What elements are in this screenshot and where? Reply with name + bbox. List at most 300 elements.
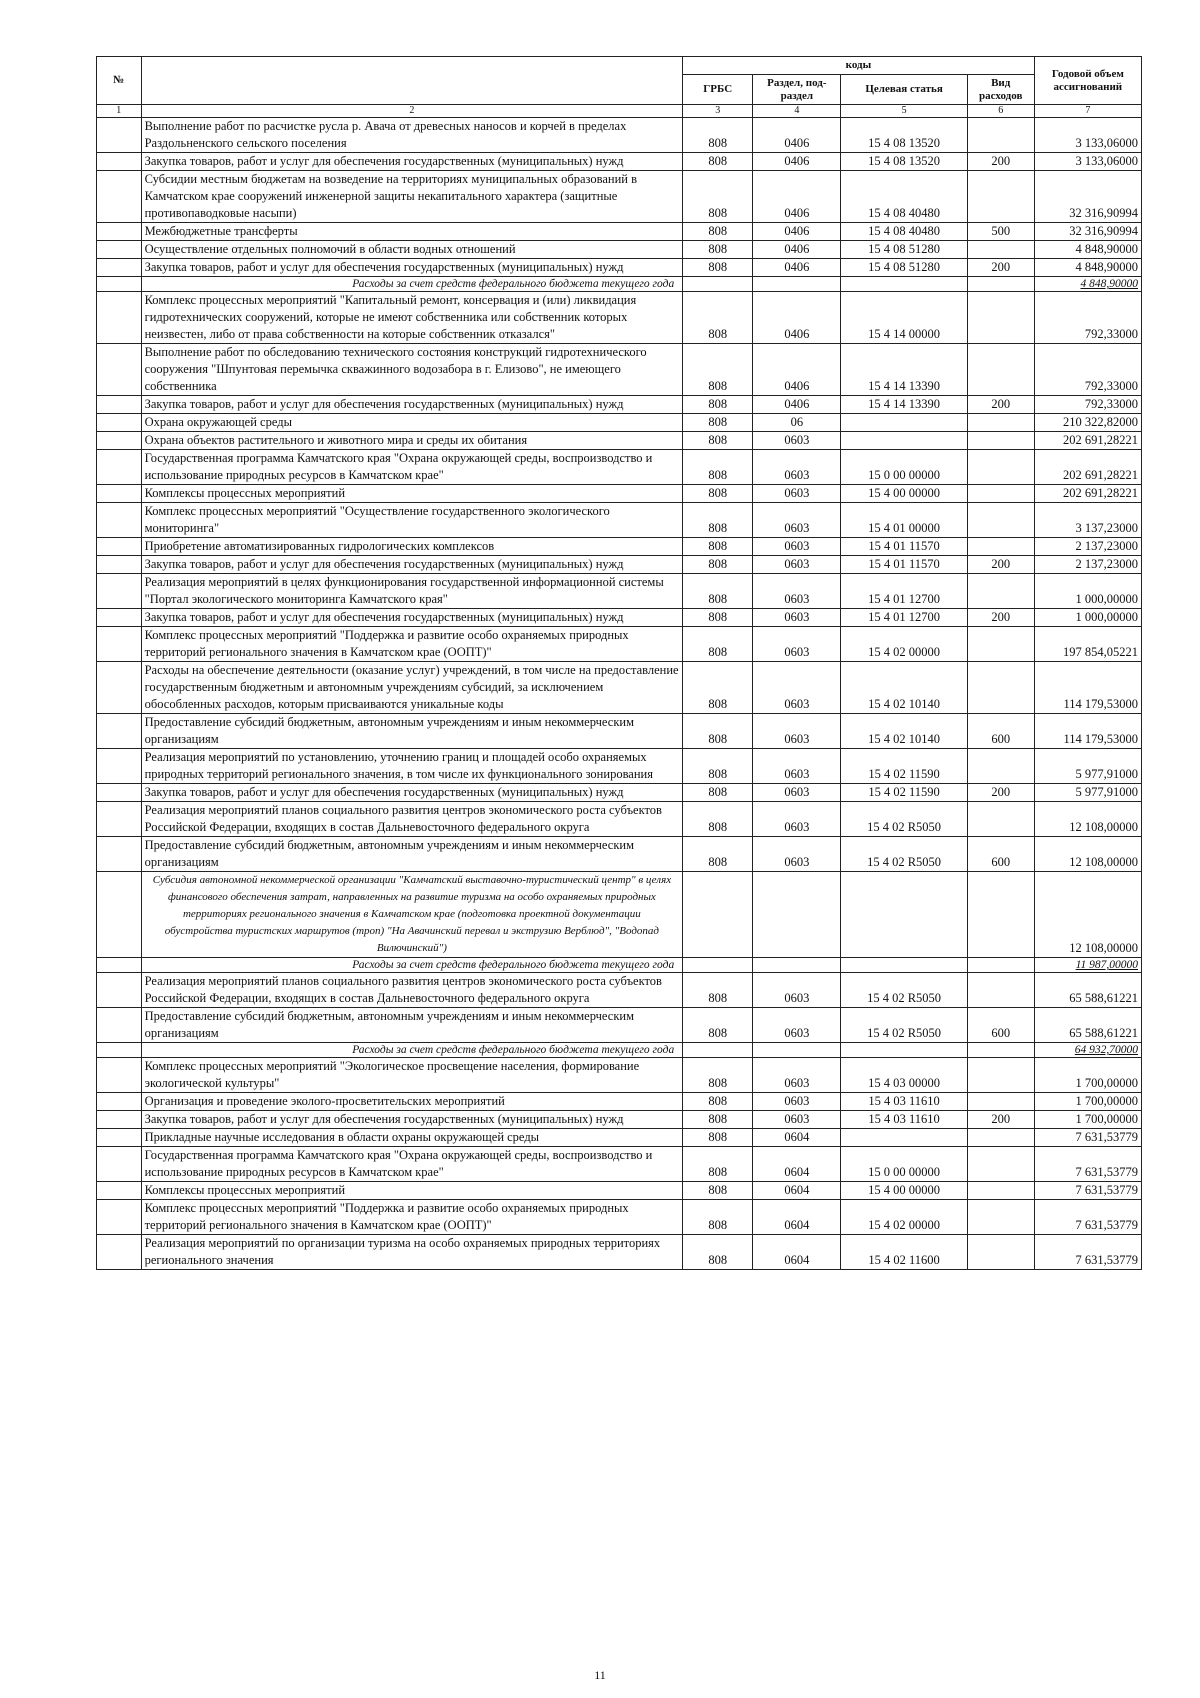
amount-cell: 792,33000: [1034, 344, 1141, 396]
razdel-cell: 0603: [753, 485, 841, 503]
amount-cell: 11 987,00000: [1034, 958, 1141, 973]
celevaya-cell: 15 4 02 10140: [841, 662, 967, 714]
grbs-cell: 808: [683, 609, 753, 627]
row-name-cell: Закупка товаров, работ и услуг для обеспечения государственных (муниципальных) нужд: [141, 153, 683, 171]
grbs-cell: 808: [683, 556, 753, 574]
row-name-cell: Комплекс процессных мероприятий "Поддержка и развитие особо охраняемых природных территорий регионального значения в Камчатском крае (ООПТ)": [141, 1200, 683, 1235]
row-name-cell: Расходы на обеспечение деятельности (оказание услуг) учреждений, в том числе на предоставление государственным бюджетным и автономным учреждениям субсидий, за исключением обособленных расходов, которым присваиваются уникальные коды: [141, 662, 683, 714]
row-name-cell: Комплекс процессных мероприятий "Поддержка и развитие особо охраняемых природных территорий регионального значения в Камчатском крае (ООПТ)": [141, 627, 683, 662]
table-row: [97, 432, 1142, 450]
amount-cell: 792,33000: [1034, 396, 1141, 414]
row-name-cell: Комплекс процессных мероприятий "Экологическое просвещение населения, формирование экологической культуры": [141, 1058, 683, 1093]
amount-cell: 7 631,53779: [1034, 1182, 1141, 1200]
grbs-cell: 808: [683, 1008, 753, 1043]
celevaya-cell: [841, 432, 967, 450]
grbs-cell: 808: [683, 153, 753, 171]
amount-cell: 65 588,61221: [1034, 1008, 1141, 1043]
celevaya-cell: 15 4 02 R5050: [841, 837, 967, 872]
table-row: [97, 223, 1142, 241]
col-index: 7: [1034, 105, 1141, 118]
row-name-cell: Комплексы процессных мероприятий: [141, 1182, 683, 1200]
amount-cell: 7 631,53779: [1034, 1235, 1141, 1270]
amount-cell: 7 631,53779: [1034, 1129, 1141, 1147]
razdel-cell: [753, 872, 841, 958]
grbs-cell: 808: [683, 1129, 753, 1147]
row-number-cell: [97, 1129, 142, 1147]
col-index: 1: [97, 105, 142, 118]
celevaya-cell: [841, 277, 967, 292]
table-row: [97, 837, 1142, 872]
table-row: [97, 1235, 1142, 1270]
row-number-cell: [97, 292, 142, 344]
header-grbs: ГРБС: [683, 75, 753, 105]
row-name-cell: Комплекс процессных мероприятий "Осуществление государственного экологического мониторинга": [141, 503, 683, 538]
grbs-cell: 808: [683, 837, 753, 872]
header-celevaya: Целевая статья: [841, 75, 967, 105]
celevaya-cell: 15 0 00 00000: [841, 450, 967, 485]
vid-cell: 200: [967, 556, 1034, 574]
grbs-cell: 808: [683, 749, 753, 784]
razdel-cell: 0603: [753, 784, 841, 802]
grbs-cell: 808: [683, 714, 753, 749]
row-name-cell: Охрана окружающей среды: [141, 414, 683, 432]
vid-cell: [967, 432, 1034, 450]
vid-cell: [967, 450, 1034, 485]
table-row: [97, 485, 1142, 503]
grbs-cell: 808: [683, 627, 753, 662]
vid-cell: [967, 1129, 1034, 1147]
grbs-cell: 808: [683, 396, 753, 414]
row-number-cell: [97, 1111, 142, 1129]
budget-table: [96, 56, 1142, 1270]
vid-cell: [967, 973, 1034, 1008]
table-row: [97, 118, 1142, 153]
row-name-cell: Охрана объектов растительного и животного мира и среды их обитания: [141, 432, 683, 450]
razdel-cell: 0603: [753, 432, 841, 450]
funding-note-row: [97, 958, 1142, 973]
razdel-cell: 0603: [753, 802, 841, 837]
vid-cell: [967, 118, 1034, 153]
row-name-cell: Закупка товаров, работ и услуг для обеспечения государственных (муниципальных) нужд: [141, 556, 683, 574]
amount-cell: 5 977,91000: [1034, 784, 1141, 802]
grbs-cell: 808: [683, 973, 753, 1008]
table-row: [97, 241, 1142, 259]
row-name-cell: Государственная программа Камчатского края "Охрана окружающей среды, воспроизводство и использование природных ресурсов в Камчатском крае": [141, 1147, 683, 1182]
razdel-cell: 0406: [753, 241, 841, 259]
grbs-cell: 808: [683, 1182, 753, 1200]
row-number-cell: [97, 802, 142, 837]
row-name-cell: Реализация мероприятий в целях функционирования государственной информационной системы "Портал экологического мониторинга Камчатского края": [141, 574, 683, 609]
celevaya-cell: 15 4 00 00000: [841, 1182, 967, 1200]
amount-cell: 32 316,90994: [1034, 171, 1141, 223]
row-name-cell: Закупка товаров, работ и услуг для обеспечения государственных (муниципальных) нужд: [141, 259, 683, 277]
vid-cell: 200: [967, 784, 1034, 802]
vid-cell: [967, 538, 1034, 556]
row-number-cell: [97, 609, 142, 627]
table-body: [97, 118, 1142, 1270]
vid-cell: [967, 1200, 1034, 1235]
table-row: [97, 1008, 1142, 1043]
row-number-cell: [97, 153, 142, 171]
row-number-cell: [97, 450, 142, 485]
celevaya-cell: 15 4 08 13520: [841, 153, 967, 171]
celevaya-cell: [841, 1129, 967, 1147]
row-number-cell: [97, 241, 142, 259]
celevaya-cell: [841, 1043, 967, 1058]
celevaya-cell: 15 4 03 00000: [841, 1058, 967, 1093]
razdel-cell: 0603: [753, 556, 841, 574]
amount-cell: 3 133,06000: [1034, 153, 1141, 171]
razdel-cell: 0406: [753, 171, 841, 223]
celevaya-cell: [841, 414, 967, 432]
grbs-cell: 808: [683, 450, 753, 485]
row-number-cell: [97, 627, 142, 662]
celevaya-cell: 15 4 02 10140: [841, 714, 967, 749]
celevaya-cell: 15 4 14 00000: [841, 292, 967, 344]
header-name: [141, 57, 683, 105]
row-name-cell: Предоставление субсидий бюджетным, автономным учреждениям и иным некоммерческим организациям: [141, 1008, 683, 1043]
celevaya-cell: 15 4 02 R5050: [841, 802, 967, 837]
grbs-cell: 808: [683, 171, 753, 223]
header-num: №: [97, 57, 142, 105]
page-number: 11: [594, 1668, 606, 1682]
amount-cell: 12 108,00000: [1034, 872, 1141, 958]
celevaya-cell: 15 4 01 12700: [841, 574, 967, 609]
table-row: [97, 396, 1142, 414]
razdel-cell: 0603: [753, 1093, 841, 1111]
amount-cell: 12 108,00000: [1034, 837, 1141, 872]
grbs-cell: 808: [683, 1093, 753, 1111]
table-header: [97, 57, 1142, 118]
table-row: [97, 171, 1142, 223]
vid-cell: [967, 1182, 1034, 1200]
vid-cell: [967, 344, 1034, 396]
row-number-cell: [97, 784, 142, 802]
razdel-cell: 0603: [753, 450, 841, 485]
table-row: [97, 1147, 1142, 1182]
razdel-cell: [753, 1043, 841, 1058]
row-name-cell: Расходы за счет средств федерального бюджета текущего года: [141, 1043, 683, 1058]
grbs-cell: 808: [683, 802, 753, 837]
row-number-cell: [97, 344, 142, 396]
vid-cell: 200: [967, 609, 1034, 627]
vid-cell: [967, 662, 1034, 714]
grbs-cell: 808: [683, 223, 753, 241]
celevaya-cell: 15 4 08 40480: [841, 171, 967, 223]
celevaya-cell: 15 4 14 13390: [841, 344, 967, 396]
row-name-cell: Закупка товаров, работ и услуг для обеспечения государственных (муниципальных) нужд: [141, 1111, 683, 1129]
amount-cell: 65 588,61221: [1034, 973, 1141, 1008]
col-index: 4: [753, 105, 841, 118]
celevaya-cell: 15 4 08 51280: [841, 241, 967, 259]
table-row: [97, 784, 1142, 802]
razdel-cell: 0604: [753, 1147, 841, 1182]
razdel-cell: 0406: [753, 259, 841, 277]
amount-cell: 1 000,00000: [1034, 574, 1141, 609]
row-number-cell: [97, 1058, 142, 1093]
amount-cell: 4 848,90000: [1034, 241, 1141, 259]
grbs-cell: [683, 872, 753, 958]
table-row: [97, 662, 1142, 714]
row-name-cell: Выполнение работ по обследованию технического состояния конструкций гидротехнического сооружения "Шпунтовая перемычка скважинного водозабора в г. Елизово", не имеющего собственника: [141, 344, 683, 396]
razdel-cell: 0603: [753, 1058, 841, 1093]
col-index: 5: [841, 105, 967, 118]
row-number-cell: [97, 958, 142, 973]
row-name-cell: Реализация мероприятий по установлению, уточнению границ и площадей особо охраняемых природных территорий регионального значения, в том числе их функционального зонирования: [141, 749, 683, 784]
grbs-cell: 808: [683, 1147, 753, 1182]
table-row: [97, 609, 1142, 627]
vid-cell: 600: [967, 714, 1034, 749]
grbs-cell: 808: [683, 292, 753, 344]
celevaya-cell: 15 4 01 11570: [841, 538, 967, 556]
amount-cell: 2 137,23000: [1034, 538, 1141, 556]
header-annual-volume: Годовой объем ассигнований: [1034, 57, 1141, 105]
celevaya-cell: 15 4 02 11600: [841, 1235, 967, 1270]
amount-cell: 197 854,05221: [1034, 627, 1141, 662]
row-name-cell: Закупка товаров, работ и услуг для обеспечения государственных (муниципальных) нужд: [141, 396, 683, 414]
vid-cell: [967, 1093, 1034, 1111]
vid-cell: 200: [967, 153, 1034, 171]
table-row: [97, 973, 1142, 1008]
razdel-cell: 0603: [753, 749, 841, 784]
grbs-cell: 808: [683, 241, 753, 259]
row-name-cell: Приобретение автоматизированных гидрологических комплексов: [141, 538, 683, 556]
razdel-cell: 0406: [753, 396, 841, 414]
razdel-cell: 0603: [753, 1008, 841, 1043]
grbs-cell: 808: [683, 1235, 753, 1270]
vid-cell: [967, 574, 1034, 609]
celevaya-cell: 15 4 14 13390: [841, 396, 967, 414]
amount-cell: 7 631,53779: [1034, 1200, 1141, 1235]
table-row: [97, 574, 1142, 609]
grbs-cell: 808: [683, 259, 753, 277]
row-name-cell: Субсидия автономной некоммерческой организации "Камчатский выставочно-туристический центр" в целях финансового обеспечения затрат, направленных на развитие туризма на особо охраняемых природных территориях регионального значения в Камчатском крае (подготовка проектной документации обустройства туристских маршрутов (троп) "На Авачинский перевал и экструзию Верблюд", "Водопад Вилючинский"): [141, 872, 683, 958]
grbs-cell: 808: [683, 784, 753, 802]
grbs-cell: 808: [683, 344, 753, 396]
row-name-cell: Предоставление субсидий бюджетным, автономным учреждениям и иным некоммерческим организациям: [141, 837, 683, 872]
row-name-cell: Комплексы процессных мероприятий: [141, 485, 683, 503]
row-number-cell: [97, 837, 142, 872]
row-number-cell: [97, 485, 142, 503]
amount-cell: 210 322,82000: [1034, 414, 1141, 432]
row-number-cell: [97, 1147, 142, 1182]
row-name-cell: Расходы за счет средств федерального бюджета текущего года: [141, 277, 683, 292]
celevaya-cell: 15 4 02 R5050: [841, 973, 967, 1008]
razdel-cell: 0603: [753, 627, 841, 662]
razdel-cell: 0603: [753, 609, 841, 627]
row-name-cell: Закупка товаров, работ и услуг для обеспечения государственных (муниципальных) нужд: [141, 609, 683, 627]
celevaya-cell: 15 4 01 11570: [841, 556, 967, 574]
celevaya-cell: 15 4 02 00000: [841, 1200, 967, 1235]
amount-cell: 3 133,06000: [1034, 118, 1141, 153]
celevaya-cell: 15 4 02 11590: [841, 749, 967, 784]
table-row: [97, 259, 1142, 277]
amount-cell: 3 137,23000: [1034, 503, 1141, 538]
row-name-cell: Выполнение работ по расчистке русла р. Авача от древесных наносов и корчей в пределах Раздольненского сельского поселения: [141, 118, 683, 153]
row-number-cell: [97, 414, 142, 432]
row-name-cell: Межбюджетные трансферты: [141, 223, 683, 241]
vid-cell: [967, 485, 1034, 503]
amount-cell: 202 691,28221: [1034, 450, 1141, 485]
grbs-cell: 808: [683, 503, 753, 538]
vid-cell: [967, 1235, 1034, 1270]
amount-cell: 202 691,28221: [1034, 485, 1141, 503]
row-name-cell: Предоставление субсидий бюджетным, автономным учреждениям и иным некоммерческим организациям: [141, 714, 683, 749]
celevaya-cell: 15 4 08 40480: [841, 223, 967, 241]
row-name-cell: Реализация мероприятий планов социального развития центров экономического роста субъектов Российской Федерации, входящих в состав Дальневосточного федерального округа: [141, 802, 683, 837]
grbs-cell: [683, 1043, 753, 1058]
amount-cell: 5 977,91000: [1034, 749, 1141, 784]
col-index: 6: [967, 105, 1034, 118]
col-index: 2: [141, 105, 683, 118]
row-number-cell: [97, 1200, 142, 1235]
row-number-cell: [97, 662, 142, 714]
razdel-cell: 0603: [753, 973, 841, 1008]
razdel-cell: 0604: [753, 1200, 841, 1235]
amount-cell: 114 179,53000: [1034, 662, 1141, 714]
table-row: [97, 538, 1142, 556]
vid-cell: 500: [967, 223, 1034, 241]
vid-cell: 600: [967, 1008, 1034, 1043]
amount-cell: 32 316,90994: [1034, 223, 1141, 241]
celevaya-cell: [841, 958, 967, 973]
row-name-cell: Осуществление отдельных полномочий в области водных отношений: [141, 241, 683, 259]
table-row: [97, 1182, 1142, 1200]
table-row: [97, 714, 1142, 749]
vid-cell: [967, 414, 1034, 432]
amount-cell: 1 000,00000: [1034, 609, 1141, 627]
table-row: [97, 802, 1142, 837]
grbs-cell: 808: [683, 1058, 753, 1093]
celevaya-cell: [841, 872, 967, 958]
table-row: [97, 749, 1142, 784]
table-row: [97, 503, 1142, 538]
grbs-cell: 808: [683, 538, 753, 556]
row-number-cell: [97, 396, 142, 414]
row-number-cell: [97, 538, 142, 556]
table-row: [97, 414, 1142, 432]
razdel-cell: 0406: [753, 223, 841, 241]
amount-cell: 792,33000: [1034, 292, 1141, 344]
row-number-cell: [97, 503, 142, 538]
funding-note-row: [97, 1043, 1142, 1058]
row-name-cell: Организация и проведение эколого-просветительских мероприятий: [141, 1093, 683, 1111]
vid-cell: 600: [967, 837, 1034, 872]
razdel-cell: [753, 277, 841, 292]
razdel-cell: 0603: [753, 574, 841, 609]
row-number-cell: [97, 1182, 142, 1200]
amount-cell: 12 108,00000: [1034, 802, 1141, 837]
razdel-cell: 0604: [753, 1129, 841, 1147]
amount-cell: 4 848,90000: [1034, 259, 1141, 277]
razdel-cell: 0603: [753, 538, 841, 556]
header-vid: Вид расходов: [967, 75, 1034, 105]
grbs-cell: 808: [683, 414, 753, 432]
vid-cell: [967, 241, 1034, 259]
row-name-cell: Реализация мероприятий по организации туризма на особо охраняемых природных территориях регионального значения: [141, 1235, 683, 1270]
celevaya-cell: 15 4 01 12700: [841, 609, 967, 627]
vid-cell: [967, 171, 1034, 223]
grbs-cell: 808: [683, 485, 753, 503]
table-row: [97, 556, 1142, 574]
grbs-cell: 808: [683, 432, 753, 450]
celevaya-cell: 15 4 00 00000: [841, 485, 967, 503]
vid-cell: 200: [967, 396, 1034, 414]
row-number-cell: [97, 749, 142, 784]
razdel-cell: 06: [753, 414, 841, 432]
amount-cell: 114 179,53000: [1034, 714, 1141, 749]
row-name-cell: Комплекс процессных мероприятий "Капитальный ремонт, консервация и (или) ликвидация гидротехнических сооружений, которые не имеют собственника или собственник которых неизвестен, либо от права собственности на которые собственник отказался": [141, 292, 683, 344]
table-row: [97, 1200, 1142, 1235]
grbs-cell: 808: [683, 662, 753, 714]
amount-cell: 1 700,00000: [1034, 1111, 1141, 1129]
row-number-cell: [97, 171, 142, 223]
vid-cell: [967, 503, 1034, 538]
celevaya-cell: 15 4 02 R5050: [841, 1008, 967, 1043]
vid-cell: [967, 1043, 1034, 1058]
celevaya-cell: 15 0 00 00000: [841, 1147, 967, 1182]
celevaya-cell: 15 4 02 11590: [841, 784, 967, 802]
vid-cell: 200: [967, 259, 1034, 277]
table-row: [97, 1093, 1142, 1111]
vid-cell: [967, 292, 1034, 344]
vid-cell: [967, 749, 1034, 784]
header-razdel: Раздел, под-раздел: [753, 75, 841, 105]
row-number-cell: [97, 223, 142, 241]
vid-cell: [967, 872, 1034, 958]
row-number-cell: [97, 872, 142, 958]
razdel-cell: 0406: [753, 292, 841, 344]
vid-cell: [967, 277, 1034, 292]
amount-cell: 1 700,00000: [1034, 1058, 1141, 1093]
celevaya-cell: 15 4 03 11610: [841, 1111, 967, 1129]
amount-cell: 7 631,53779: [1034, 1147, 1141, 1182]
header-codes: коды: [683, 57, 1035, 75]
row-name-cell: Государственная программа Камчатского края "Охрана окружающей среды, воспроизводство и использование природных ресурсов в Камчатском крае": [141, 450, 683, 485]
vid-cell: [967, 802, 1034, 837]
grbs-cell: 808: [683, 118, 753, 153]
subsidy-note-row: [97, 872, 1142, 958]
table-row: [97, 1111, 1142, 1129]
razdel-cell: 0603: [753, 503, 841, 538]
row-number-cell: [97, 1008, 142, 1043]
row-number-cell: [97, 556, 142, 574]
column-index-row: [97, 105, 1142, 118]
razdel-cell: 0406: [753, 344, 841, 396]
row-number-cell: [97, 714, 142, 749]
celevaya-cell: 15 4 02 00000: [841, 627, 967, 662]
row-number-cell: [97, 118, 142, 153]
table-row: [97, 292, 1142, 344]
razdel-cell: [753, 958, 841, 973]
row-number-cell: [97, 973, 142, 1008]
razdel-cell: 0604: [753, 1235, 841, 1270]
vid-cell: [967, 627, 1034, 662]
col-index: 3: [683, 105, 753, 118]
razdel-cell: 0603: [753, 662, 841, 714]
table-row: [97, 344, 1142, 396]
amount-cell: 4 848,90000: [1034, 277, 1141, 292]
celevaya-cell: 15 4 01 00000: [841, 503, 967, 538]
grbs-cell: [683, 277, 753, 292]
row-number-cell: [97, 259, 142, 277]
row-name-cell: Субсидии местным бюджетам на возведение на территориях муниципальных образований в Камчатском крае сооружений инженерной защиты некапитального характера (защитные противопаводковые насыпи): [141, 171, 683, 223]
grbs-cell: 808: [683, 1200, 753, 1235]
row-number-cell: [97, 277, 142, 292]
razdel-cell: 0603: [753, 1111, 841, 1129]
row-name-cell: Закупка товаров, работ и услуг для обеспечения государственных (муниципальных) нужд: [141, 784, 683, 802]
table-row: [97, 1129, 1142, 1147]
